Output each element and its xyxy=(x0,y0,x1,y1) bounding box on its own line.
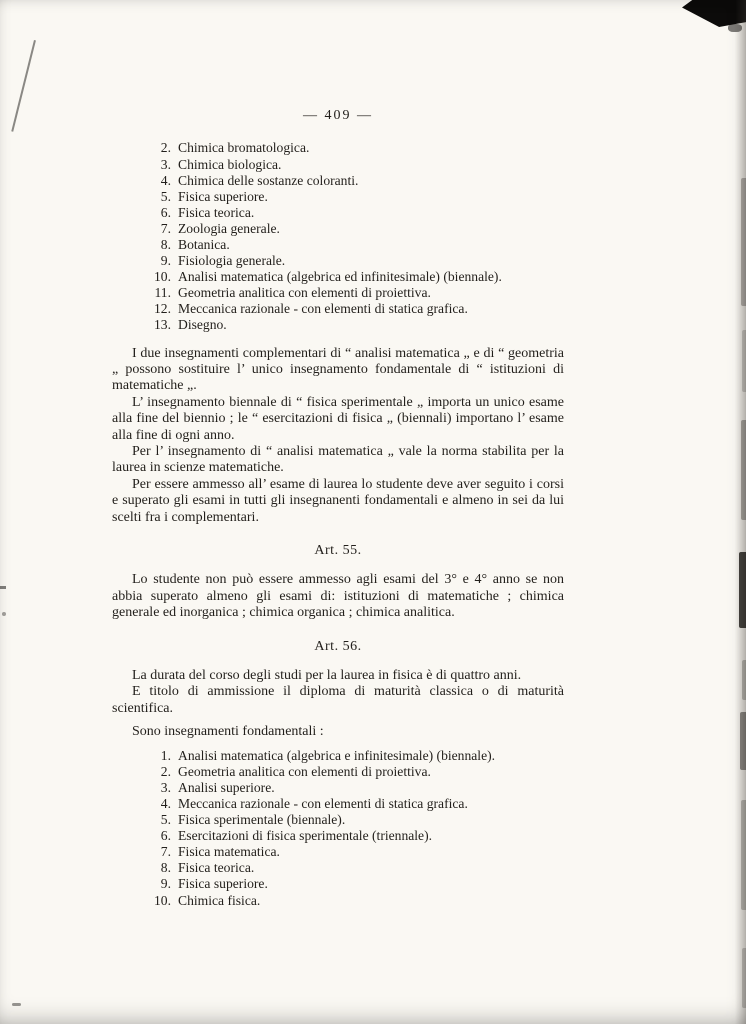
item-number: 7. xyxy=(160,220,171,236)
item-number: 12. xyxy=(154,301,171,317)
scan-edge-mark xyxy=(739,552,746,628)
paragraph: Per essere ammesso all’ esame di laurea lo studente deve aver seguito i corsi e superato gli esami in tutti gli insegnanenti fondamentali e almeno in sei da lui scelti fra i complementari. xyxy=(112,476,564,525)
fundamental-courses-list xyxy=(112,748,564,909)
list-item xyxy=(112,173,564,189)
list-item xyxy=(112,860,564,876)
list-item xyxy=(112,205,564,221)
scan-hairline-scratch xyxy=(11,40,35,132)
item-number: 4. xyxy=(160,172,171,188)
list-item xyxy=(112,157,564,173)
item-number: 8. xyxy=(160,860,171,876)
item-text: Disegno. xyxy=(178,317,227,333)
item-number: 6. xyxy=(160,828,171,844)
list-item xyxy=(112,237,564,253)
list-item xyxy=(112,269,564,285)
list-item xyxy=(112,812,564,828)
page-number: — 409 — xyxy=(303,108,373,123)
list-item xyxy=(112,748,564,764)
scan-edge-mark xyxy=(741,420,746,520)
scan-bottom-mark xyxy=(12,1003,21,1006)
paragraph: Per l’ insegnamento di “ analisi matematica „ vale la norma stabilita per la laurea in scienze matematiche. xyxy=(112,443,564,476)
item-text: Fisica superiore. xyxy=(178,188,268,204)
page-content xyxy=(112,108,564,921)
item-text: Geometria analitica con elementi di proiettiva. xyxy=(178,763,431,779)
paragraph: L’ insegnamento biennale di “ fisica sperimentale „ importa un unico esame alla fine del biennio ; le “ esercitazioni di fisica „ (biennali) importano l’ esame alla fine di ogni anno. xyxy=(112,394,564,443)
paragraph: Lo studente non può essere ammesso agli esami del 3° e 4° anno se non abbia superato almeno gli esami di: istituzioni di matematiche ; chimica generale ed inorganica ; chimica organica ; chimica analitica. xyxy=(112,572,564,621)
scan-edge-mark xyxy=(742,948,746,1008)
item-text: Botanica. xyxy=(178,236,230,252)
paragraph: La durata del corso degli studi per la laurea in fisica è di quattro anni. xyxy=(132,668,522,684)
item-text: Meccanica razionale - con elementi di statica grafica. xyxy=(178,795,468,811)
scan-edge-mark xyxy=(742,660,746,700)
item-number: 5. xyxy=(160,188,171,204)
item-text: Chimica fisica. xyxy=(178,892,261,908)
art-55-heading: Art. 55. xyxy=(314,543,362,558)
art-55-paragraphs xyxy=(112,572,564,621)
art-56-paragraphs xyxy=(112,668,564,741)
scan-left-mark xyxy=(0,586,6,589)
item-number: 9. xyxy=(160,876,171,892)
list-item xyxy=(112,285,564,301)
item-number: 2. xyxy=(160,140,171,156)
list-item xyxy=(112,876,564,892)
item-number: 3. xyxy=(160,156,171,172)
item-number: 13. xyxy=(154,317,171,333)
list-item xyxy=(112,189,564,205)
item-number: 9. xyxy=(160,253,171,269)
item-text: Esercitazioni di fisica sperimentale (triennale). xyxy=(178,828,433,844)
complementary-courses-list xyxy=(112,140,564,333)
paragraph: Sono insegnamenti fondamentali : xyxy=(132,724,324,740)
item-text: Analisi matematica (algebrica ed infinitesimale) (biennale). xyxy=(178,269,502,285)
item-number: 7. xyxy=(160,844,171,860)
item-number: 3. xyxy=(160,779,171,795)
list-item xyxy=(112,140,564,156)
paragraph: E titolo di ammissione il diploma di maturità classica o di maturità scientifica. xyxy=(112,684,564,716)
item-number: 2. xyxy=(160,763,171,779)
item-text: Fisica teorica. xyxy=(178,860,255,876)
item-text: Analisi matematica (algebrica e infinitesimale) (biennale). xyxy=(178,747,496,763)
list-item xyxy=(112,780,564,796)
item-number: 1. xyxy=(160,747,171,763)
item-text: Fisica teorica. xyxy=(178,204,255,220)
item-number: 10. xyxy=(154,892,171,908)
item-text: Zoologia generale. xyxy=(178,220,280,236)
item-text: Chimica bromatologica. xyxy=(178,140,310,156)
art-56-heading: Art. 56. xyxy=(314,638,362,654)
list-item xyxy=(112,828,564,844)
scan-left-mark xyxy=(2,612,6,616)
item-number: 4. xyxy=(160,795,171,811)
item-text: Fisiologia generale. xyxy=(178,253,286,269)
item-number: 11. xyxy=(154,285,171,301)
scan-edge-mark xyxy=(741,178,746,306)
list-item xyxy=(112,253,564,269)
scan-edge-mark xyxy=(741,800,746,910)
item-text: Geometria analitica con elementi di proiettiva. xyxy=(178,285,431,301)
item-text: Analisi superiore. xyxy=(178,779,275,795)
list-item xyxy=(112,893,564,909)
scan-edge-mark xyxy=(740,712,746,770)
item-text: Fisica matematica. xyxy=(178,844,280,860)
list-item xyxy=(112,301,564,317)
item-number: 5. xyxy=(160,812,171,828)
list-item xyxy=(112,317,564,333)
item-text: Fisica superiore. xyxy=(178,876,268,892)
item-number: 6. xyxy=(160,204,171,220)
scan-edge-mark xyxy=(742,330,746,392)
list-item xyxy=(112,844,564,860)
item-text: Chimica biologica. xyxy=(178,156,282,172)
item-number: 8. xyxy=(160,236,171,252)
item-text: Meccanica razionale - con elementi di statica grafica. xyxy=(178,301,468,317)
list-item xyxy=(112,796,564,812)
list-item xyxy=(112,764,564,780)
item-text: Fisica sperimentale (biennale). xyxy=(178,812,346,828)
item-text: Chimica delle sostanze coloranti. xyxy=(178,172,359,188)
body-paragraphs xyxy=(112,346,564,526)
list-item xyxy=(112,221,564,237)
paragraph: I due insegnamenti complementari di “ analisi matematica „ e di “ geometria „ possono sostituire l’ unico insegnamento fondamentale di “ istituzioni di matematiche „. xyxy=(112,345,564,394)
item-number: 10. xyxy=(154,269,171,285)
